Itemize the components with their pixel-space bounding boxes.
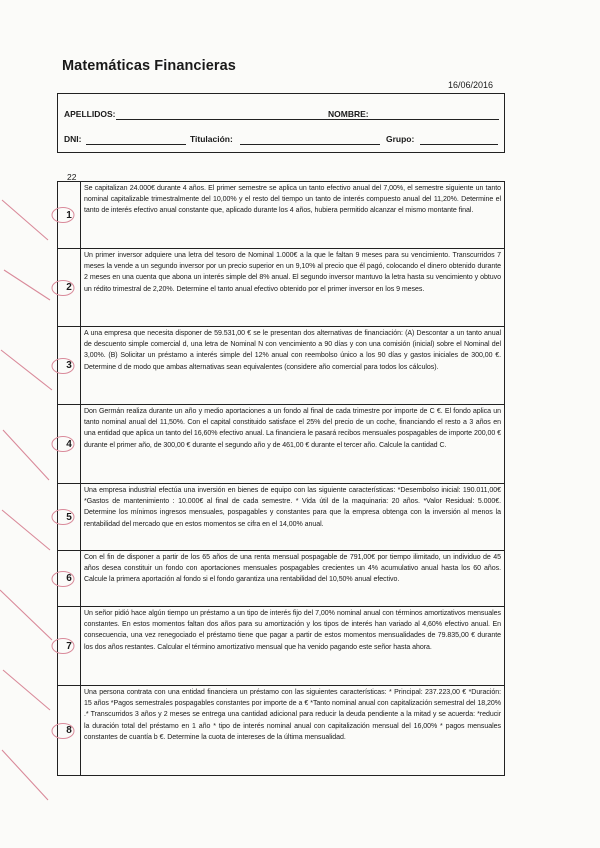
grupo-label: Grupo:	[386, 134, 415, 144]
dni-field[interactable]	[86, 144, 186, 145]
exam-date: 16/06/2016	[448, 80, 494, 90]
circle-mark-icon	[50, 435, 76, 453]
circle-mark-icon	[50, 637, 76, 655]
questions-table	[57, 181, 505, 776]
page-title: Matemáticas Financieras	[62, 58, 236, 74]
question-row	[58, 405, 504, 484]
circle-mark-icon	[50, 722, 76, 740]
nombre-label: NOMBRE:	[328, 109, 369, 119]
question-text: Una persona contrata con una entidad financiera un préstamo con las siguientes características: * Principal: 237.223,00 € *Duración: 15 años *Pagos semestrales pospagables constantes por importe de a € *Tanto nominal anual con capitalización semestral del 18,20% .* Transcurridos 3 años y 2 meses se entrega una cantidad adicional para reducir la deuda pendiente a la mitad y se acuerda: *reducir la duración total del préstamo en 1 año * tipo de interés nominal anual con capitalización mensual del 16,00% * pagos mensuales constantes de cuantía b €. Determine la cuota de intereses de la última mensualidad.	[84, 689, 501, 741]
question-number: 2	[58, 249, 81, 326]
circle-mark-icon	[50, 279, 76, 297]
question-text: Don Germán realiza durante un año y medio aportaciones a un fondo al final de cada trimestre por importe de C €. El fondo aplica un tanto nominal anual del 11,50%. Con el capital constituido satisface el 25% del precio de un coche, financiando el resto a 3 años en una entidad que aplica un tanto del 16,60% efectivo anual. La financiera le pasará recibos mensuales pospagables de importe 200,00 € durante el primer año, de 300,00 € durante el segundo año y de 461,00 € durante el tercer año. Calcule la cantidad C.	[84, 408, 501, 449]
question-number: 3	[58, 327, 81, 404]
score-mark: 22	[67, 172, 77, 182]
question-text: Se capitalizan 24.000€ durante 4 años. El primer semestre se aplica un tanto efectivo anual del 7,00%, el semestre siguiente un tanto nominal capitalizable trimestralmente del 10,00% y el resto del tiempo un tanto de interés compuesto anual del 11,20%. Determine el tanto de interés efectivo anual constante que, aplicado durante los 4 años, hubiera permitido alcanzar el mismo montante final.	[84, 185, 501, 215]
question-number: 5	[58, 484, 81, 550]
question-text: Un primer inversor adquiere una letra del tesoro de Nominal 1.000€ a la que le faltan 9 meses para su vencimiento. Transcurridos 7 meses la vende a un segundo inversor por un precio superior en un 9,10% al precio que él pagó, colocando el dinero obtenido durante 2 meses en una cuenta que abona un interés simple del 8% anual. El segundo inversor mantuvo la letra hasta su vencimiento y obtuvo un rédito trimestral de 2,20%. Determine el tanto anual efectivo obtenido por el primer inversor en los 9 meses.	[84, 252, 501, 293]
pencil-marks	[0, 180, 60, 820]
question-text: Un señor pidió hace algún tiempo un préstamo a un tipo de interés fijo del 7,00% nominal anual con términos amortizativos mensuales constantes. En estos momentos faltan dos años para su amortización y los tipos de interés han variado al 4,60% efectivo anual. En consecuencia, una vez renegociado el préstamo tiene que pagar a partir de estos momentos mensualidades de 79.835,00 € durante los dos años restantes. Calcular el término amortizativo mensual que ha venido pagando este señor hasta ahora.	[84, 610, 501, 651]
grupo-field[interactable]	[420, 144, 498, 145]
nombre-field[interactable]	[371, 119, 499, 120]
titulacion-label: Titulación:	[190, 134, 233, 144]
circle-mark-icon	[50, 357, 76, 375]
question-row	[58, 484, 504, 551]
question-row	[58, 249, 504, 327]
question-text: Una empresa industrial efectúa una inversión en bienes de equipo con las siguiente características: *Desembolso inicial: 190.011,00€ *Gastos de mantenimiento : 10.000€ al final de cada semestre. * Vida útil de la maquinaria: 20 años. *Valor Residual: 5.000€. Determine los mínimos ingresos mensuales, pospagables y constantes para que la empresa obtenga con la inversión al menos la rentabilidad del mercado que en estos momentos se cifra en el 14,00% anual.	[84, 487, 501, 528]
apellidos-label: APELLIDOS:	[64, 109, 116, 119]
question-row	[58, 607, 504, 686]
question-row	[58, 686, 504, 775]
question-number: 7	[58, 607, 81, 685]
question-number: 6	[58, 551, 81, 606]
dni-label: DNI:	[64, 134, 82, 144]
apellidos-field[interactable]	[116, 119, 374, 120]
circle-mark-icon	[50, 206, 76, 224]
question-row	[58, 327, 504, 405]
circle-mark-icon	[50, 570, 76, 588]
question-number: 8	[58, 686, 81, 775]
question-row	[58, 182, 504, 249]
question-text: A una empresa que necesita disponer de 59.531,00 € se le presentan dos alternativas de financiación: (A) Descontar a un tanto anual de descuento simple comercial d, una letra de Nominal N con vencimiento a 90 días y con una comisión (inicial) sobre el Nominal del 3,00%. (B) Solicitar un préstamo a interés simple del 12% anual con reembolso único a los 90 días y gastos iniciales de 300,00 €. Determine d de modo que ambas alternativas sean equivalentes (considere año comercial para todos los cálculos).	[84, 330, 501, 371]
circle-mark-icon	[50, 508, 76, 526]
titulacion-field[interactable]	[240, 144, 380, 145]
question-row	[58, 551, 504, 607]
student-id-box	[57, 93, 505, 153]
question-number: 1	[58, 182, 81, 248]
question-text: Con el fin de disponer a partir de los 65 años de una renta mensual pospagable de 791,00€ por tiempo ilimitado, un individuo de 45 años desea constituir un fondo con aportaciones mensuales pospagables crecientes un 4% acumulativo anual hasta los 60 años. Calcule la primera aportación al fondo si el fondo garantiza una rentabilidad del 10,50% anual efectivo.	[84, 554, 501, 584]
question-number: 4	[58, 405, 81, 483]
